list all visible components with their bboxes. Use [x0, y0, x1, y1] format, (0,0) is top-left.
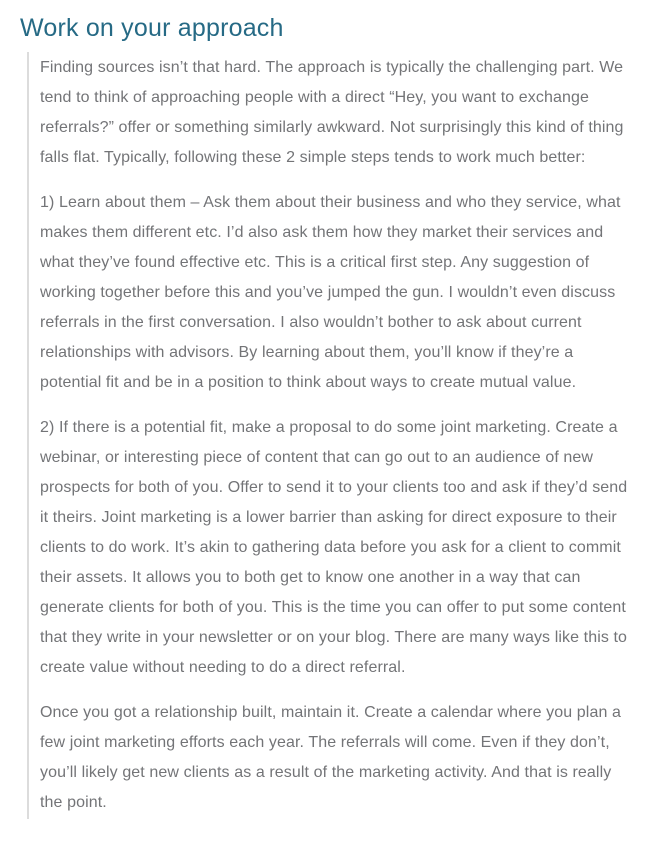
paragraph-step-2: 2) If there is a potential fit, make a proposal to do some joint marketing. Create a webinar, or interesting piece of content that can go out to an audience of new prospects for both of you. Offer to send it to your clients too and ask if they’d send it theirs. Joint marketing is a lower barrier than asking for direct exposure to their clients to do work. It’s akin to gathering data before you ask for a client to commit their assets. It allows you to both get to know one another in a way that can generate clients for both of you. This is the time you can offer to put some content that they write in your newsletter or on your blog. There are many ways like this to create value without needing to do a direct referral.: [40, 419, 628, 676]
page-title: Work on your approach: [20, 14, 284, 42]
paragraph-conclusion: Once you got a relationship built, maintain it. Create a calendar where you plan a few joint marketing efforts each year. The referrals will come. Even if they don’t, you’ll likely get new clients as a result of the marketing activity. And that is really the point.: [40, 704, 621, 811]
article-quote-block: [27, 52, 648, 819]
paragraph-step-1: 1) Learn about them – Ask them about their business and who they service, what makes them different etc. I’d also ask them how they market their services and what they’ve found effective etc. This is a critical first step. Any suggestion of working together before this and you’ve jumped the gun. I wouldn’t even discuss referrals in the first conversation. I also wouldn’t bother to ask about current relationships with advisors. By learning about them, you’ll know if they’re a potential fit and be in a position to think about ways to create mutual value.: [40, 194, 621, 391]
paragraph-intro: Finding sources isn’t that hard. The approach is typically the challenging part. We tend to think of approaching people with a direct “Hey, you want to exchange referrals?” offer or something similarly awkward. Not surprisingly this kind of thing falls flat. Typically, following these 2 simple steps tends to work much better:: [40, 59, 624, 166]
